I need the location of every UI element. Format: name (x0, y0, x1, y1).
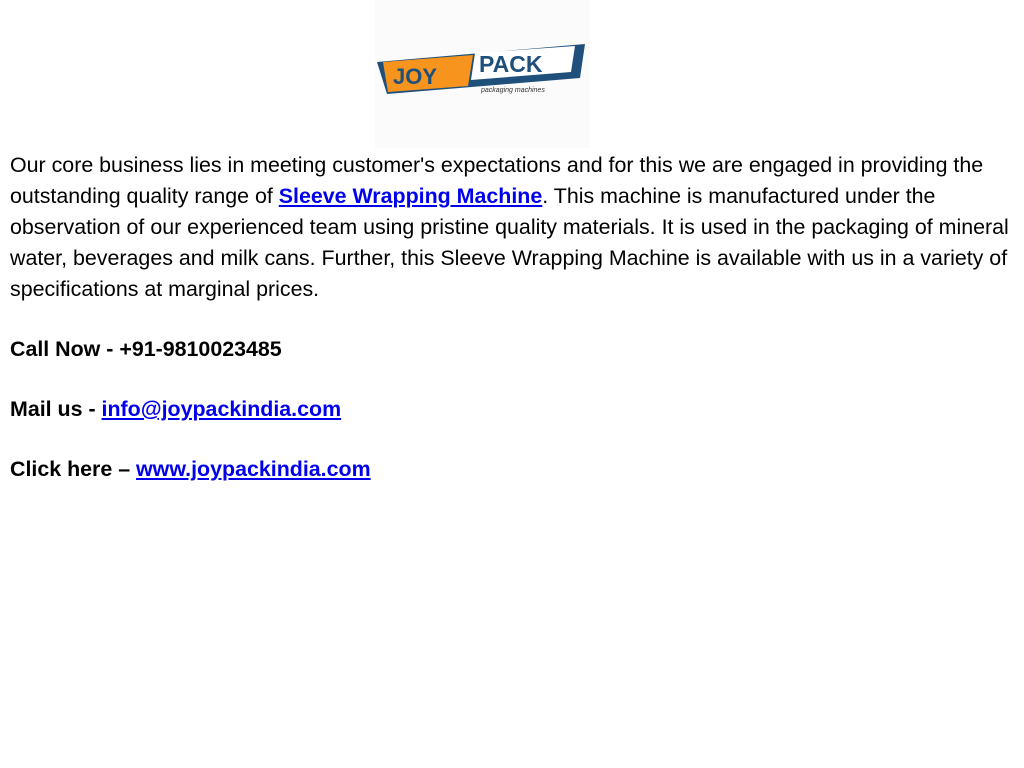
sleeve-wrapping-machine-link[interactable]: Sleeve Wrapping Machine (278, 184, 543, 208)
main-content (10, 150, 1018, 485)
intro-text-before: Our core business lies in meeting customer's expectations and for this we are engaged in providing the outstanding quality range of (10, 153, 984, 208)
website-line (10, 454, 1018, 485)
mail-label: Mail us - (10, 397, 102, 421)
mail-line (10, 394, 1018, 425)
logo-joy-text: JOY (393, 64, 438, 89)
call-now-line: Call Now - +91-9810023485 (10, 337, 282, 361)
company-logo (375, 0, 590, 148)
intro-paragraph (10, 150, 1018, 305)
email-link[interactable]: info@joypackindia.com (101, 397, 342, 421)
joypack-logo-graphic (375, 0, 590, 148)
logo-pack-text: PACK (479, 51, 543, 77)
website-link[interactable]: www.joypackindia.com (136, 457, 371, 481)
intro-text-after: . This machine is manufactured under the observation of our experienced team using pristine quality materials. It is used in the packaging of mineral water, beverages and milk cans. Further, this Sleeve Wrapping Machine is available with us in a variety of specifications at marginal prices. (10, 184, 1009, 301)
logo-tagline: packaging machines (481, 87, 545, 94)
website-label: Click here – (10, 457, 137, 481)
